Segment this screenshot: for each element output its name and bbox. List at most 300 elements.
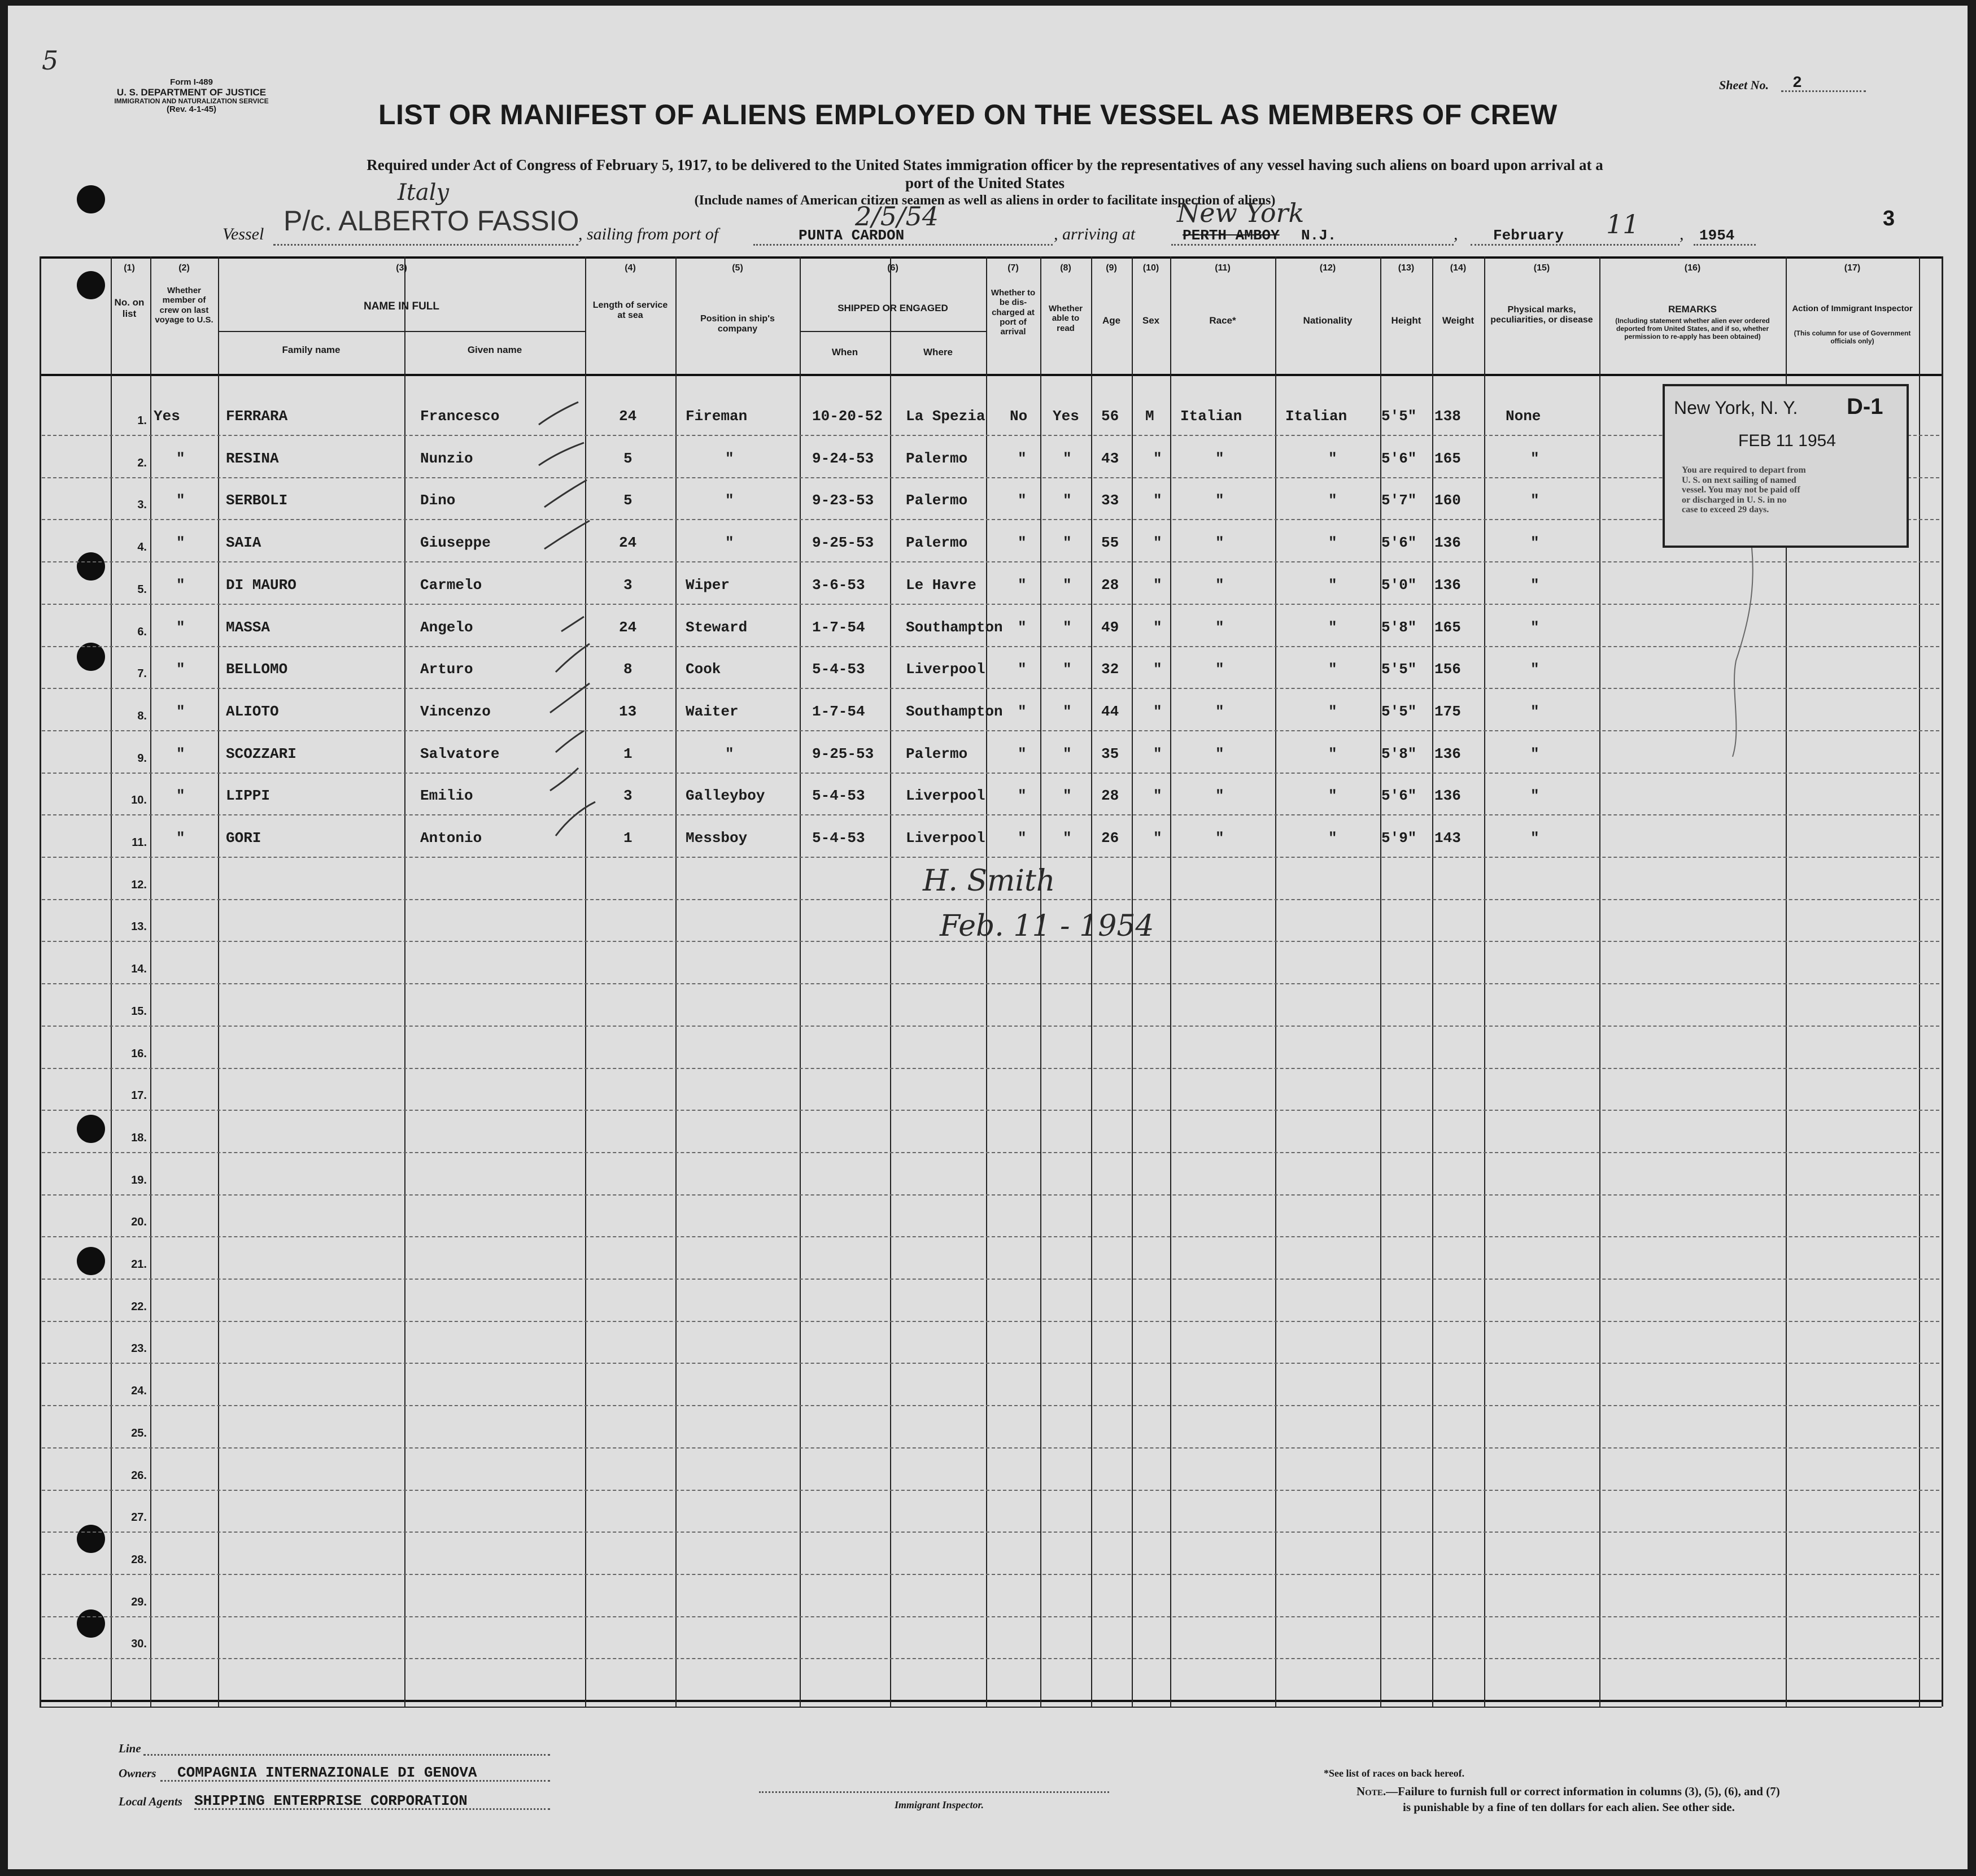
binder-hole xyxy=(77,1247,105,1275)
cell-shipped-when: 5-4-53 xyxy=(812,661,865,678)
col-15-label: Physical marks, peculiarities, or disease xyxy=(1490,305,1593,325)
cell-to-be-discharged: " xyxy=(1018,661,1027,678)
cell-sex: " xyxy=(1153,787,1162,805)
stamp-pen-line xyxy=(1713,548,1781,762)
row-number: 20. xyxy=(131,1216,147,1229)
col-5-label: Position in ship's company xyxy=(700,314,775,334)
cell-able-to-read: " xyxy=(1063,492,1072,509)
row-number: 12. xyxy=(131,878,147,891)
cell-age: 49 xyxy=(1101,618,1119,636)
cell-shipped-when: 3-6-53 xyxy=(812,576,865,594)
cell-able-to-read: " xyxy=(1063,534,1072,552)
cell-shipped-where: Palermo xyxy=(906,492,968,509)
cell-length-of-service: 8 xyxy=(623,661,633,678)
row-line xyxy=(42,1574,1939,1575)
cell-position: Steward xyxy=(686,618,748,636)
row-line xyxy=(42,519,1939,520)
cell-family-name: SERBOLI xyxy=(226,492,288,509)
cell-nationality: " xyxy=(1328,618,1337,636)
cell-age: 32 xyxy=(1101,661,1119,678)
cell-shipped-when: 9-25-53 xyxy=(812,745,874,762)
form-info xyxy=(98,78,285,115)
col-9-label: Age xyxy=(1102,315,1121,326)
cell-shipped-when: 5-4-53 xyxy=(812,787,865,805)
cell-able-to-read: " xyxy=(1063,450,1072,467)
cell-sex: " xyxy=(1153,661,1162,678)
cell-shipped-where: Palermo xyxy=(906,450,968,467)
row-line xyxy=(42,899,1939,900)
binder-hole xyxy=(77,1525,105,1553)
row-line xyxy=(42,688,1939,689)
row-number: 21. xyxy=(131,1258,147,1271)
agents-label: Local Agents xyxy=(119,1795,182,1808)
col-13-label: Height xyxy=(1391,315,1421,326)
cell-physical-marks: " xyxy=(1530,492,1539,509)
cell-given-name: Arturo xyxy=(420,661,473,678)
cell-weight: 175 xyxy=(1434,703,1461,720)
row-line xyxy=(42,1532,1939,1533)
col-8-label: Whether able to read xyxy=(1049,304,1083,333)
races-note: *See list of races on back hereof. xyxy=(1324,1768,1465,1779)
cell-given-name: Angelo xyxy=(420,618,473,636)
sailing-port: PUNTA CARDON xyxy=(799,227,905,244)
cell-prev-voyage: " xyxy=(176,576,185,594)
cell-family-name: SCOZZARI xyxy=(226,745,296,762)
row-line xyxy=(42,983,1939,984)
cell-physical-marks: " xyxy=(1530,450,1539,467)
col-10-label: Sex xyxy=(1142,315,1160,326)
cell-sex: " xyxy=(1153,703,1162,720)
row-number: 7. xyxy=(137,667,147,680)
cell-position: Cook xyxy=(686,661,721,678)
row-line xyxy=(42,773,1939,774)
cell-position: Messboy xyxy=(686,830,748,847)
cell-given-name: Giuseppe xyxy=(420,534,491,552)
cell-height: 5'5" xyxy=(1381,703,1417,720)
cell-family-name: GORI xyxy=(226,830,261,847)
cell-race: " xyxy=(1215,703,1224,720)
inspector-signature-line xyxy=(759,1791,1109,1793)
row-number: 6. xyxy=(137,625,147,638)
cell-physical-marks: " xyxy=(1530,534,1539,552)
cell-length-of-service: 1 xyxy=(623,745,633,762)
cell-position: " xyxy=(725,492,734,509)
cell-physical-marks: " xyxy=(1530,830,1539,847)
cell-nationality: " xyxy=(1328,830,1337,847)
cell-height: 5'0" xyxy=(1381,576,1417,594)
cell-race: Italian xyxy=(1180,408,1242,425)
row-line xyxy=(42,435,1939,436)
cell-sex: " xyxy=(1153,830,1162,847)
cell-able-to-read: " xyxy=(1063,745,1072,762)
cell-weight: 156 xyxy=(1434,661,1461,678)
row-number: 26. xyxy=(131,1469,147,1482)
row-line xyxy=(42,1405,1939,1406)
cell-height: 5'6" xyxy=(1381,534,1417,552)
cell-length-of-service: 3 xyxy=(623,787,633,805)
table-bottom-border-2 xyxy=(40,1707,1942,1708)
cell-to-be-discharged: " xyxy=(1018,745,1027,762)
row-line xyxy=(42,814,1939,815)
cell-race: " xyxy=(1215,661,1224,678)
col-3-family: Family name xyxy=(282,344,341,355)
cell-height: 5'6" xyxy=(1381,787,1417,805)
row-line xyxy=(42,1110,1939,1111)
col-17-label: Action of Immigrant Inspector xyxy=(1792,304,1913,313)
col-4-num: (4) xyxy=(625,263,636,273)
cell-age: 28 xyxy=(1101,576,1119,594)
note-text-1: —Failure to furnish full or correct information in columns (3), (5), (6), and (7) xyxy=(1386,1785,1780,1798)
row-number: 4. xyxy=(137,541,147,554)
binder-hole xyxy=(77,1609,105,1638)
page-number: 3 xyxy=(1883,207,1895,230)
cell-weight: 136 xyxy=(1434,787,1461,805)
comma: , xyxy=(1680,225,1684,243)
col-4-label: Length of service at sea xyxy=(592,300,668,321)
cell-age: 43 xyxy=(1101,450,1119,467)
corner-mark: 5 xyxy=(42,45,59,76)
col-17-note: (This column for use of Government officials only) xyxy=(1794,329,1911,345)
revision: (Rev. 4-1-45) xyxy=(166,104,217,115)
cell-race: " xyxy=(1215,450,1224,467)
cell-nationality: " xyxy=(1328,661,1337,678)
row-line xyxy=(42,1236,1939,1237)
cell-height: 5'5" xyxy=(1381,661,1417,678)
row-number: 1. xyxy=(137,415,147,427)
col-16-label: REMARKS xyxy=(1668,304,1717,315)
row-number: 25. xyxy=(131,1426,147,1439)
signature-name: H. Smith xyxy=(923,864,1055,898)
cell-given-name: Antonio xyxy=(420,830,482,847)
sailing-label: , sailing from port of xyxy=(578,225,719,243)
row-line xyxy=(42,1658,1939,1659)
row-number: 13. xyxy=(131,920,147,933)
cell-race: " xyxy=(1215,787,1224,805)
cell-weight: 143 xyxy=(1434,830,1461,847)
cell-shipped-where: Liverpool xyxy=(906,830,985,847)
cell-height: 5'6" xyxy=(1381,450,1417,467)
row-line xyxy=(42,561,1939,562)
arriving-port-struck: PERTH AMBOY xyxy=(1183,227,1280,244)
col-10-num: (10) xyxy=(1142,263,1159,273)
cell-height: 5'9" xyxy=(1381,830,1417,847)
cell-family-name: LIPPI xyxy=(226,787,271,805)
cell-weight: 136 xyxy=(1434,576,1461,594)
cell-family-name: DI MAURO xyxy=(226,576,296,594)
col-6-when: When xyxy=(831,347,858,357)
cell-weight: 138 xyxy=(1434,408,1461,425)
cell-shipped-where: Le Havre xyxy=(906,576,976,594)
cell-given-name: Vincenzo xyxy=(420,703,491,720)
cell-given-name: Dino xyxy=(420,492,456,509)
col-2-label: Whether member of crew on last voyage to U.S. xyxy=(155,286,213,325)
cell-shipped-where: Liverpool xyxy=(906,661,985,678)
cell-shipped-where: Southampton xyxy=(906,618,1003,636)
cell-physical-marks: " xyxy=(1530,745,1539,762)
row-line xyxy=(42,604,1939,605)
cell-family-name: BELLOMO xyxy=(226,661,288,678)
col-7-num: (7) xyxy=(1007,263,1019,273)
cell-to-be-discharged: " xyxy=(1018,830,1027,847)
col-7-label: Whether to be dis-charged at port of arrival xyxy=(991,288,1036,337)
row-number: 29. xyxy=(131,1595,147,1608)
cell-prev-voyage: " xyxy=(176,830,185,847)
cell-height: 5'8" xyxy=(1381,618,1417,636)
row-line xyxy=(42,730,1939,731)
cell-position: " xyxy=(725,534,734,552)
sheet-label: Sheet No. xyxy=(1719,78,1769,92)
row-line xyxy=(42,1152,1939,1153)
column-divider xyxy=(1942,256,1943,1707)
cell-weight: 165 xyxy=(1434,618,1461,636)
sailing-date-handwritten: 2/5/54 xyxy=(855,201,939,232)
cell-nationality: " xyxy=(1328,576,1337,594)
cell-to-be-discharged: " xyxy=(1018,534,1027,552)
cell-able-to-read: Yes xyxy=(1053,408,1079,425)
cell-position: Fireman xyxy=(686,408,748,425)
row-line xyxy=(42,1026,1939,1027)
row-number: 8. xyxy=(137,709,147,722)
cell-race: " xyxy=(1215,618,1224,636)
table-bottom-border xyxy=(40,1700,1942,1702)
check-mark-icon xyxy=(539,402,595,836)
row-number: 5. xyxy=(137,583,147,596)
cell-position: " xyxy=(725,745,734,762)
stamp-text-line: You are required to depart from xyxy=(1682,465,1806,475)
col-13-num: (13) xyxy=(1398,263,1415,273)
cell-nationality: " xyxy=(1328,534,1337,552)
cell-prev-voyage: " xyxy=(176,618,185,636)
cell-race: " xyxy=(1215,534,1224,552)
sheet-number: 2 xyxy=(1792,75,1802,92)
stamp-city: New York, N. Y. xyxy=(1674,398,1798,418)
row-line xyxy=(42,857,1939,858)
department: U. S. DEPARTMENT OF JUSTICE xyxy=(116,86,267,98)
stamp-date: FEB 11 1954 xyxy=(1738,431,1836,450)
row-number: 28. xyxy=(131,1553,147,1566)
binder-hole xyxy=(77,552,105,581)
binder-hole xyxy=(77,1115,105,1143)
col-2-num: (2) xyxy=(178,263,190,273)
cell-position: Wiper xyxy=(686,576,730,594)
vessel-name: P/c. ALBERTO FASSIO xyxy=(283,205,579,237)
col-9-num: (9) xyxy=(1106,263,1117,273)
footer-note-line-2: is punishable by a fine of ten dollars for each alien. See other side. xyxy=(1403,1800,1735,1814)
cell-to-be-discharged: " xyxy=(1018,450,1027,467)
cell-prev-voyage: Yes xyxy=(154,408,180,425)
cell-length-of-service: 24 xyxy=(619,618,637,636)
cell-age: 56 xyxy=(1101,408,1119,425)
arriving-line xyxy=(1171,244,1454,246)
row-number: 15. xyxy=(131,1005,147,1018)
cell-sex: M xyxy=(1145,408,1154,425)
name-subheader-line xyxy=(218,331,585,332)
sailing-line xyxy=(753,244,1053,246)
col-16-num: (16) xyxy=(1684,263,1701,273)
note-label: Note. xyxy=(1356,1785,1386,1798)
table-top-border xyxy=(40,256,1942,259)
arrival-month: February xyxy=(1493,227,1564,244)
cell-able-to-read: " xyxy=(1063,787,1072,805)
binder-hole xyxy=(77,643,105,671)
cell-physical-marks: " xyxy=(1530,618,1539,636)
col-3-given: Given name xyxy=(467,344,522,355)
column-divider xyxy=(40,256,41,1707)
cell-shipped-where: Southampton xyxy=(906,703,1003,720)
cell-sex: " xyxy=(1153,534,1162,552)
arriving-handwritten: New York xyxy=(1177,198,1305,228)
col-16-note: (Including statement whether alien ever ordered deported from United States, and if so, whether permission to re-apply has been obtained) xyxy=(1615,317,1770,341)
row-number: 19. xyxy=(131,1173,147,1186)
cell-shipped-when: 9-24-53 xyxy=(812,450,874,467)
cell-family-name: MASSA xyxy=(226,618,271,636)
col-1-label: No. on list xyxy=(114,297,145,319)
cell-race: " xyxy=(1215,830,1224,847)
col-14-num: (14) xyxy=(1450,263,1467,273)
manifest-sheet xyxy=(8,6,1968,1869)
row-number: 11. xyxy=(132,836,147,849)
row-line xyxy=(42,646,1939,647)
cell-to-be-discharged: " xyxy=(1018,703,1027,720)
cell-to-be-discharged: No xyxy=(1010,408,1028,425)
cell-able-to-read: " xyxy=(1063,703,1072,720)
row-line xyxy=(42,1068,1939,1069)
row-line xyxy=(42,477,1939,478)
cell-physical-marks: " xyxy=(1530,576,1539,594)
cell-shipped-where: Palermo xyxy=(906,745,968,762)
cell-position: Galleyboy xyxy=(686,787,765,805)
sheet-line xyxy=(1781,90,1866,92)
table-header-border xyxy=(40,374,1942,376)
col-8-num: (8) xyxy=(1060,263,1071,273)
cell-age: 35 xyxy=(1101,745,1119,762)
cell-prev-voyage: " xyxy=(176,787,185,805)
cell-shipped-when: 9-25-53 xyxy=(812,534,874,552)
cell-age: 33 xyxy=(1101,492,1119,509)
cell-position: " xyxy=(725,450,734,467)
cell-weight: 136 xyxy=(1434,534,1461,552)
col-6-num: (6) xyxy=(887,263,898,273)
cell-sex: " xyxy=(1153,745,1162,762)
cell-shipped-where: Liverpool xyxy=(906,787,985,805)
cell-sex: " xyxy=(1153,492,1162,509)
row-line xyxy=(42,1447,1939,1449)
agents-value: SHIPPING ENTERPRISE CORPORATION xyxy=(194,1792,468,1809)
row-line xyxy=(42,1321,1939,1322)
row-number: 27. xyxy=(131,1511,147,1524)
cell-nationality: " xyxy=(1328,703,1337,720)
line-field xyxy=(143,1754,550,1756)
cell-given-name: Carmelo xyxy=(420,576,482,594)
cell-nationality: Italian xyxy=(1285,408,1347,425)
cell-family-name: FERRARA xyxy=(226,408,288,425)
row-number: 3. xyxy=(137,499,147,512)
checkmarks xyxy=(533,395,601,847)
col-11-num: (11) xyxy=(1215,263,1231,273)
stamp-text xyxy=(1682,465,1806,515)
line-label: Line xyxy=(119,1742,141,1755)
row-line xyxy=(42,1279,1939,1280)
cell-shipped-when: 1-7-54 xyxy=(812,703,865,720)
shipped-subheader-line xyxy=(800,331,986,332)
owners-label: Owners xyxy=(119,1766,156,1780)
cell-nationality: " xyxy=(1328,745,1337,762)
cell-weight: 160 xyxy=(1434,492,1461,509)
cell-length-of-service: 5 xyxy=(623,450,633,467)
cell-given-name: Emilio xyxy=(420,787,473,805)
cell-age: 55 xyxy=(1101,534,1119,552)
cell-length-of-service: 24 xyxy=(619,534,637,552)
col-5-num: (5) xyxy=(732,263,743,273)
cell-given-name: Francesco xyxy=(420,408,500,425)
cell-given-name: Salvatore xyxy=(420,745,500,762)
row-line xyxy=(42,1616,1939,1617)
cell-length-of-service: 3 xyxy=(623,576,633,594)
stamp-text-line: case to exceed 29 days. xyxy=(1682,505,1769,515)
immigration-stamp xyxy=(1663,384,1909,548)
date-line xyxy=(1471,244,1680,246)
cell-age: 44 xyxy=(1101,703,1119,720)
page-title: LIST OR MANIFEST OF ALIENS EMPLOYED ON THE VESSEL AS MEMBERS OF CREW xyxy=(378,99,1558,130)
arrival-year: 1954 xyxy=(1699,227,1735,244)
cell-prev-voyage: " xyxy=(176,703,185,720)
cell-race: " xyxy=(1215,576,1224,594)
service: IMMIGRATION AND NATURALIZATION SERVICE xyxy=(114,97,269,106)
cell-prev-voyage: " xyxy=(176,450,185,467)
col-17-num: (17) xyxy=(1844,263,1861,273)
cell-position: Waiter xyxy=(686,703,739,720)
cell-prev-voyage: " xyxy=(176,492,185,509)
row-number: 14. xyxy=(131,963,147,976)
row-number: 9. xyxy=(137,752,147,765)
cell-family-name: ALIOTO xyxy=(226,703,279,720)
col-14-label: Weight xyxy=(1442,315,1475,326)
cell-weight: 165 xyxy=(1434,450,1461,467)
cell-to-be-discharged: " xyxy=(1018,576,1027,594)
vessel-annotation: Italy xyxy=(398,180,450,206)
col-12-label: Nationality xyxy=(1303,315,1353,326)
year-line xyxy=(1694,244,1756,246)
cell-prev-voyage: " xyxy=(176,745,185,762)
cell-physical-marks: " xyxy=(1530,787,1539,805)
cell-prev-voyage: " xyxy=(176,534,185,552)
cell-family-name: RESINA xyxy=(226,450,279,467)
stamp-text-line: vessel. You may not be paid off xyxy=(1682,485,1800,495)
cell-family-name: SAIA xyxy=(226,534,261,552)
footer-note-line-1 xyxy=(1356,1785,1780,1799)
row-number: 23. xyxy=(131,1342,147,1355)
cell-to-be-discharged: " xyxy=(1018,618,1027,636)
arrival-day: 11 xyxy=(1606,209,1639,239)
row-number: 17. xyxy=(131,1089,147,1102)
cell-height: 5'7" xyxy=(1381,492,1417,509)
form-number: Form I-489 xyxy=(170,77,213,87)
col-11-label: Race* xyxy=(1209,315,1236,326)
row-number: 18. xyxy=(131,1131,147,1144)
cell-shipped-when: 1-7-54 xyxy=(812,618,865,636)
row-line xyxy=(42,1194,1939,1196)
cell-length-of-service: 1 xyxy=(623,830,633,847)
cell-race: " xyxy=(1215,745,1224,762)
cell-physical-marks: None xyxy=(1506,408,1541,425)
col-6-label: SHIPPED OR ENGAGED xyxy=(837,303,948,313)
col-3-label: NAME IN FULL xyxy=(363,300,440,312)
cell-shipped-when: 10-20-52 xyxy=(812,408,883,425)
cell-nationality: " xyxy=(1328,492,1337,509)
cell-prev-voyage: " xyxy=(176,661,185,678)
row-number: 30. xyxy=(131,1638,147,1651)
cell-physical-marks: " xyxy=(1530,661,1539,678)
